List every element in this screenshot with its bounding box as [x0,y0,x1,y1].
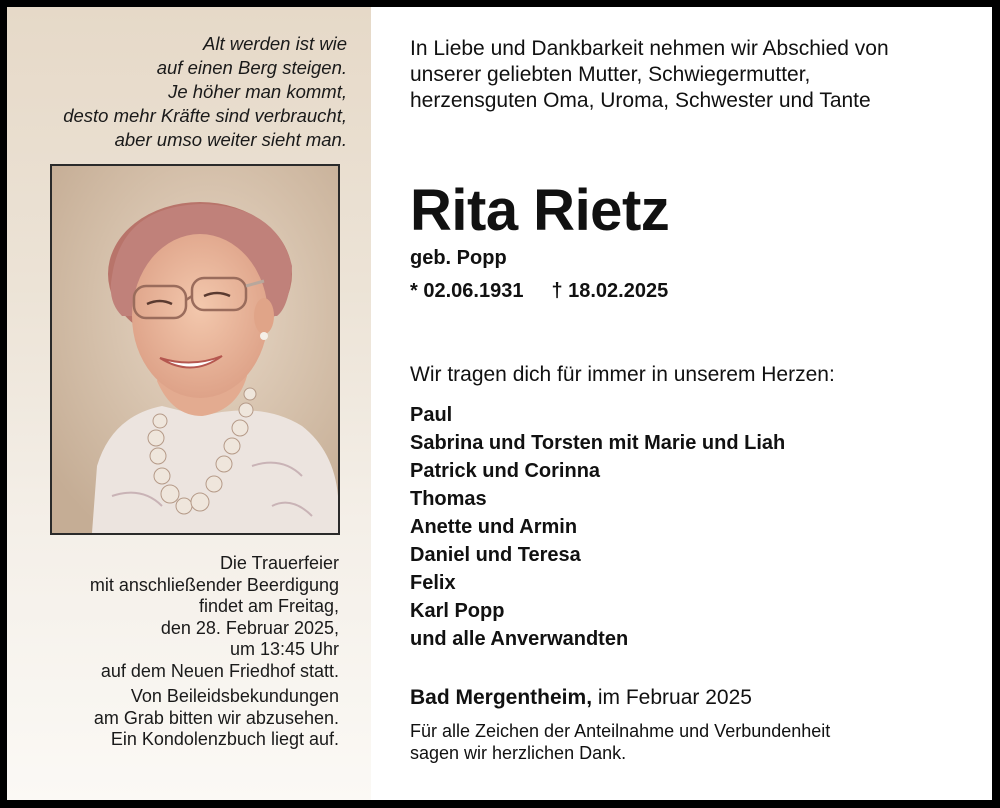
mourner: Anette und Armin [410,516,578,538]
death-date: † 18.02.2025 [551,280,669,302]
condolence-line: Ein Kondolenzbuch liegt auf. [110,729,339,749]
mourner: Thomas [410,488,487,510]
thanks-line: Für alle Zeichen der Anteilnahme und Verbundenheit [410,721,831,741]
life-dates [410,280,668,303]
quote-line: Je höher man kommt, [168,81,347,102]
quote-line: auf einen Berg steigen. [156,57,347,78]
quote-line: desto mehr Kräfte sind verbraucht, [63,105,347,126]
quote-line: Alt werden ist wie [203,33,347,54]
deceased-name: Rita Rietz [410,178,670,243]
mourner: Karl Popp [410,600,505,622]
mourner: und alle Anverwandten [410,628,629,650]
date-text: im Februar 2025 [592,686,752,709]
intro-line: unserer geliebten Mutter, Schwiegermutter, [410,63,811,86]
mourner: Daniel und Teresa [410,544,581,566]
funeral-line: findet am Freitag, [198,596,339,616]
place-date [410,686,752,710]
quote [63,32,347,152]
intro-line: herzensguten Oma, Uroma, Schwester und Tante [410,89,871,112]
mourner: Sabrina und Torsten mit Marie und Liah [410,432,786,454]
quote-line: aber umso weiter sieht man. [114,129,347,150]
thanks-line: sagen wir herzlichen Dank. [410,742,627,763]
birth-date: * 02.06.1931 [410,280,524,302]
mourners-list [410,401,785,653]
intro-line: In Liebe und Dankbarkeit nehmen wir Abschied von [410,37,889,60]
intro-text [410,36,889,114]
left-panel [7,7,371,800]
portrait-photo [50,164,340,535]
mourner: Paul [410,404,453,426]
thanks-text [410,721,830,764]
funeral-line: Die Trauerfeier [219,553,339,573]
funeral-line: den 28. Februar 2025, [160,617,339,638]
condolence-line: am Grab bitten wir abzusehen. [93,707,339,728]
mourner: Felix [410,572,456,594]
funeral-line: mit anschließender Beerdigung [89,574,339,595]
mourner: Patrick und Corinna [410,460,601,482]
funeral-info [90,553,339,751]
carry-line: Wir tragen dich für immer in unserem Herzen: [410,363,835,386]
funeral-line: auf dem Neuen Friedhof statt. [100,660,339,681]
funeral-line: um 13:45 Uhr [229,639,339,659]
portrait-illustration [52,166,338,533]
place: Bad Mergentheim, [410,686,593,709]
obituary-card [7,7,992,800]
condolence-line: Von Beileidsbekundungen [130,686,339,706]
maiden-name: geb. Popp [410,247,507,269]
